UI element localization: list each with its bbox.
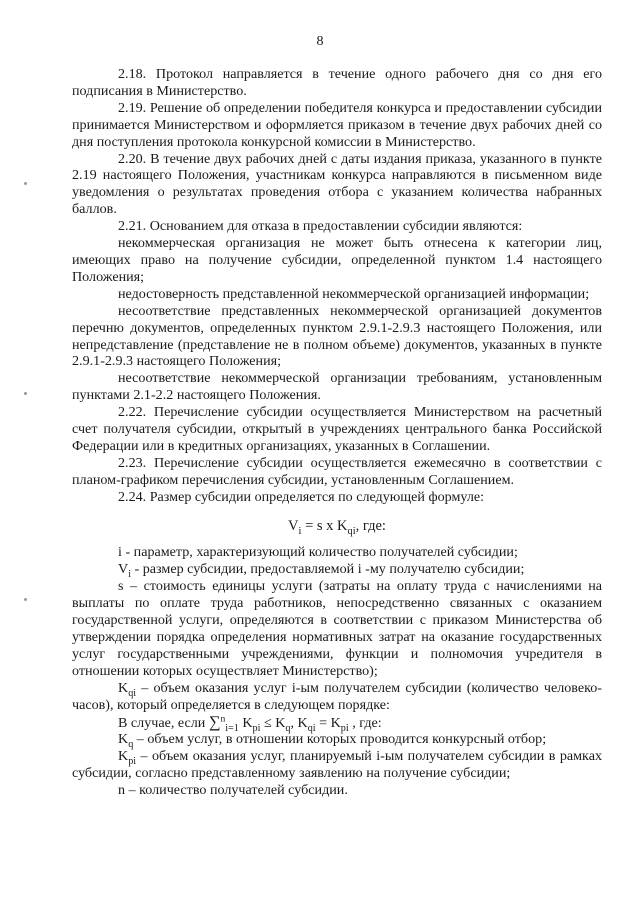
symbol-kqi: K <box>118 679 129 696</box>
formula-v: V <box>288 517 299 534</box>
symbol-kpi-sub: pi <box>128 756 137 768</box>
definition-kpi <box>72 748 602 782</box>
definition-kqi-text: – объем оказания услуг i-ым получателем субсидии (количество человеко-часов), который определяется в следующем порядке: <box>72 679 602 713</box>
sum-lower: i=1 <box>225 722 239 734</box>
case-end: , где: <box>348 714 382 731</box>
case-pi2: pi <box>340 722 349 734</box>
paragraph-2-22: 2.22. Перечисление субсидии осуществляется Министерством на расчетный счет получателя субсидии, открытый в учреждениях центрального банка Российской Федерации или в кредитных организациях, указанных в Соглашении. <box>72 404 602 454</box>
paragraph-2-21: 2.21. Основанием для отказа в предоставлении субсидии являются: <box>118 218 523 235</box>
case-eq: = K <box>315 714 341 731</box>
symbol-kqi-sub: qi <box>128 687 137 699</box>
formula-sub-i: i <box>298 525 302 537</box>
definition-i: i - параметр, характеризующий количество получателей субсидии; <box>118 544 518 561</box>
paragraph-2-19: 2.19. Решение об определении победителя конкурса и предоставлении субсидии принимается Министерством и оформляется приказом в течение двух рабочих дней со дня поступления протокола конкурсной комиссии в Министерство. <box>72 99 602 150</box>
symbol-v: V <box>118 561 129 578</box>
case-q: q <box>285 722 291 734</box>
case-condition <box>72 714 602 732</box>
sum-expression <box>208 712 382 734</box>
margin-mark <box>24 392 27 395</box>
paragraph-2-20: 2.20. В течение двух рабочих дней с даты издания приказа, указанного в пункте 2.19 настоящего Положения, участникам конкурса направляются в письменном виде уведомления о результатах проведения отбора с указанием количества набранных баллов. <box>72 150 602 218</box>
paragraph-2-24: 2.24. Размер субсидии определяется по следующей формуле: <box>118 488 485 505</box>
symbol-kq-sub: q <box>128 739 134 751</box>
formula-sub-qi: qi <box>347 525 356 537</box>
formula-tail: , где: <box>355 517 386 534</box>
symbol-kq: K <box>118 731 129 748</box>
case-qi: qi <box>307 722 316 734</box>
case-le: ≤ K <box>260 714 286 731</box>
definition-kq <box>72 731 602 751</box>
margin-mark <box>24 598 27 601</box>
case-comma: , K <box>290 714 308 731</box>
definition-kpi-text: – объем оказания услуг, планируемый i-ым получателем субсидии в рамках субсидии, согласно представленному заявлению на получение субсидии; <box>72 748 602 782</box>
case-pi: pi <box>252 722 261 734</box>
paragraph-2-18: 2.18. Протокол направляется в течение одного рабочего дня со дня его подписания в Министерство. <box>72 66 602 99</box>
page-number: 8 <box>316 34 324 49</box>
margin-mark <box>24 182 27 185</box>
definition-kqi <box>72 680 602 714</box>
case-k: K <box>238 714 253 731</box>
refusal-reason-documents: несоответствие представленных некоммерческой организацией документов перечню документов, определенных пунктом 2.9.1-2.9.3 настоящего Положения, или непредставление (представление не в полном объеме) документов, указанных в пункте 2.9.1-2.9.3 настоящего Положения; <box>72 302 602 370</box>
paragraph-2-23: 2.23. Перечисление субсидии осуществляется ежемесячно в соответствии с планом-графиком перечисления субсидии, установленным Соглашением. <box>72 454 602 488</box>
document-body <box>72 66 602 799</box>
subsidy-formula <box>72 518 602 535</box>
definition-kq-text: – объем услуг, в отношении которых проводится конкурсный отбор; <box>133 731 547 748</box>
refusal-reason-requirements: несоответствие некоммерческой организации требованиям, установленным пунктами 2.1-2.2 настоящего Положения. <box>72 370 602 404</box>
definition-n: n – количество получателей субсидии. <box>118 782 348 799</box>
refusal-reason-unreliable-info: недостоверность представленной некоммерческой организацией информации; <box>118 285 590 302</box>
formula-middle: = s x K <box>301 517 348 534</box>
sum-upper: n <box>220 712 226 724</box>
definition-v-text: - размер субсидии, предоставляемой i -му получателю субсидии; <box>131 561 525 578</box>
refusal-reason-category: некоммерческая организация не может быть отнесена к категории лиц, имеющих право на получение субсидии, определенной пунктом 1.4 настоящего Положения; <box>72 235 602 285</box>
definition-s: s – стоимость единицы услуги (затраты на оплату труда с начислениями на выплаты по оплате труда работников, непосредственно связанных с оказанием государственной услуги, определяются в соответствии с приказом Министерства об утверждении порядка определения нормативных затрат на оказание государственных услуг государственными учреждениями, функции и полномочия учредителя в отношении которых осуществляет Министерство); <box>72 578 602 679</box>
case-intro: В случае, если <box>118 714 209 731</box>
symbol-v-sub: i <box>128 569 132 581</box>
definition-v <box>72 561 602 581</box>
symbol-kpi: K <box>118 748 129 765</box>
sum-icon: ∑ <box>208 712 221 731</box>
